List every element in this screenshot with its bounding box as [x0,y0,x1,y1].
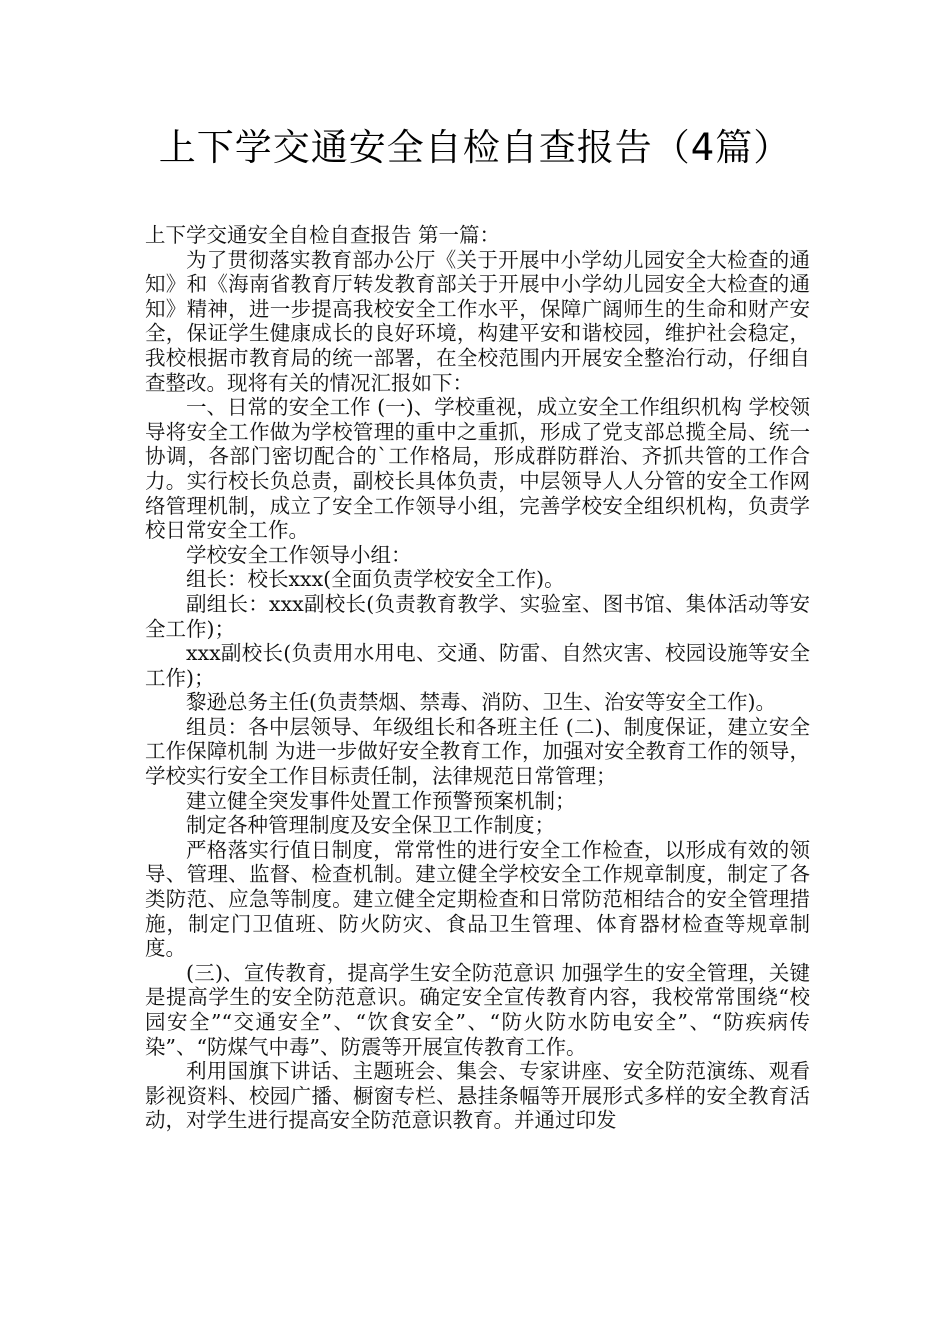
paragraph: (三)、宣传教育，提高学生安全防范意识 加强学生的安全管理，关键是提高学生的安全防范意识。确定安全宣传教育内容，我校常常围绕“校园安全”“交通安全”、“饮食安全”、“防火防水防电安全”、“防疾病传染”、“防煤气中毒”、防震等开展宣传教育工作。 [145,960,810,1059]
document-title: 上下学交通安全自检自查报告（4篇） [158,126,792,169]
paragraph: 建立健全突发事件处置工作预警预案机制； [186,788,576,813]
paragraph: 为了贯彻落实教育部办公厅《关于开展中小学幼儿园安全大检查的通知》和《海南省教育厅转发教育部关于开展中小学幼儿园安全大检查的通知》精神，进一步提高我校安全工作水平，保障广阔师生的生命和财产安全，保证学生健康成长的良好环境，构建平安和谐校园，维护社会稳定，我校根据市教育局的统一部署，在全校范围内开展安全整治行动，仔细自查整改。现将有关的情况汇报如下： [145,247,810,395]
document-body [145,223,810,1133]
paragraph: 一、日常的安全工作 (一)、学校重视，成立安全工作组织机构 学校领导将安全工作做为学校管理的重中之重抓，形成了党支部总揽全局、统一协调，各部门密切配合的`工作格局，形成群防群治、齐抓共管的工作合力。实行校长负总责，副校长具体负责，中层领导人人分管的安全工作网络管理机制，成立了安全工作领导小组，完善学校安全组织机构，负责学校日常安全工作。 [145,395,810,543]
paragraph: 副组长：xxx副校长(负责教育教学、实验室、图书馆、集体活动等安全工作)； [145,591,810,641]
paragraph: 严格落实行值日制度，常常性的进行安全工作检查，以形成有效的领导、管理、监督、检查机制。建立健全学校安全工作规章制度，制定了各类防范、应急等制度。建立健全定期检查和日常防范相结合的安全管理措施，制定门卫值班、防火防灾、食品卫生管理、体育器材检查等规章制度。 [145,837,810,961]
paragraph: 学校安全工作领导小组： [186,542,412,567]
section-heading: 上下学交通安全自检自查报告 第一篇： [145,223,501,247]
paragraph: 黎逊总务主任(负责禁烟、禁毒、消防、卫生、治安等安全工作)。 [186,690,776,715]
paragraph: 利用国旗下讲话、主题班会、集会、专家讲座、安全防范演练、观看影视资料、校园广播、橱窗专栏、悬挂条幅等开展形式多样的安全教育活动，对学生进行提高安全防范意识教育。并通过印发 [145,1059,810,1133]
paragraph: 组员：各中层领导、年级组长和各班主任 (二)、制度保证，建立安全工作保障机制 为进一步做好安全教育工作，加强对安全教育工作的领导，学校实行安全工作目标责任制，法律规范日常管理； [145,714,810,789]
paragraph: xxx副校长(负责用水用电、交通、防雷、自然灾害、校园设施等安全工作)； [145,641,810,690]
paragraph: 制定各种管理制度及安全保卫工作制度； [186,813,555,838]
paragraph: 组长：校长xxx(全面负责学校安全工作)。 [186,567,565,592]
